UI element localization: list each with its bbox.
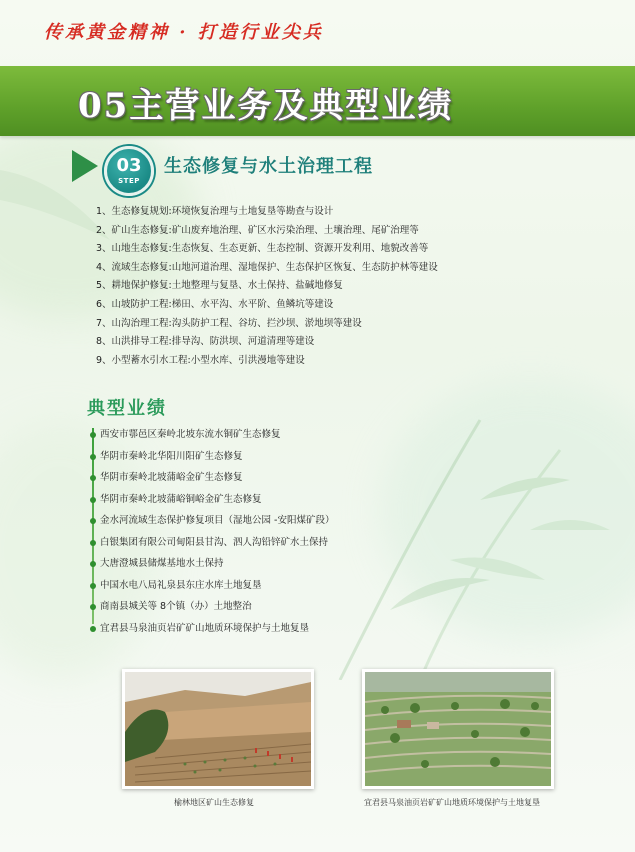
page-title: 05主营业务及典型业绩 [78,86,454,126]
step-arrow-icon [72,150,98,182]
performance-item [88,532,334,554]
performance-item [88,553,334,575]
performance-item-text: 中国水电八局礼泉县东庄水库土地复垦 [100,579,262,591]
performance-item-text: 华阴市秦岭北坡蒲峪金矿生态修复 [100,472,243,483]
performance-item [88,424,334,446]
bullet-dot-icon [90,626,96,632]
bullet-dot-icon [90,561,96,567]
service-item: 8、山洪排导工程:排导沟、防洪坝、河道清理等建设 [96,336,315,348]
service-item: 7、山沟治理工程:沟头防护工程、谷坊、拦沙坝、淤地坝等建设 [96,317,362,329]
bullet-dot-icon [90,432,96,438]
performance-item-text: 大唐澄城县储煤基地水土保持 [100,558,224,569]
performance-item-text: 宜君县马泉油页岩矿矿山地质环境保护与土地复垦 [100,622,310,634]
performance-item [88,510,334,532]
performance-item [88,489,334,511]
section-title: 生态修复与水土治理工程 [164,156,373,177]
bullet-dot-icon [90,454,96,460]
performance-item-text: 华阴市秦岭北华阳川阳矿生态修复 [100,450,243,462]
terrace-restoration-photo [362,669,554,789]
step-label: STEP [118,177,140,185]
service-item: 4、流域生态修复:山地河道治理、湿地保护、生态保护区恢复、生态防护林等建设 [96,261,438,273]
photo-caption: 宜君县马泉油页岩矿矿山地质环境保护与土地复垦 [364,798,540,807]
slogan: 传承黄金精神 · 打造行业尖兵 [44,22,324,43]
bullet-dot-icon [90,497,96,503]
bullet-dot-icon [90,583,96,589]
bullet-dot-icon [90,518,96,524]
performance-item-text: 西安市鄠邑区秦岭北坡东流水铜矿生态修复 [100,429,281,440]
performance-item [88,596,334,618]
performance-title: 典型业绩 [87,398,167,419]
terrace-illustration [365,672,551,786]
photo-caption: 榆林地区矿山生态修复 [174,798,254,807]
services-list [96,203,438,370]
performance-item [88,446,334,468]
performance-item [88,618,334,640]
service-item: 2、矿山生态修复:矿山废弃地治理、矿区水污染治理、土壤治理、尾矿治理等 [96,224,419,236]
bullet-dot-icon [90,540,96,546]
service-item: 6、山坡防护工程:梯田、水平沟、水平阶、鱼鳞坑等建设 [96,298,334,310]
bullet-dot-icon [90,475,96,481]
mine-restoration-photo [122,669,314,789]
step-badge [104,146,154,196]
performance-item [88,575,334,597]
service-item: 5、耕地保护修复:土地整理与复垦、水土保持、盐碱地修复 [96,280,343,292]
service-item: 3、山地生态修复:生态恢复、生态更新、生态控制、资源开发利用、地貌改善等 [96,243,429,255]
performance-item-text: 金水河流域生态保护修复项目（湿地公园 -安阳煤矿段） [100,515,335,526]
performance-item [88,467,334,489]
performance-item-text: 华阴市秦岭北坡蒲峪铜峪金矿生态修复 [100,493,262,505]
performance-item-text: 商南县城关等 8个镇（办）土地整治 [100,601,252,612]
performance-item-text: 白银集团有限公司甸阳县甘沟、泗人沟铅锌矿水土保持 [100,536,329,548]
step-number: 03 [116,155,142,176]
performance-list [88,424,334,639]
bamboo-decoration [300,380,635,680]
bullet-dot-icon [90,604,96,610]
service-item: 1、生态修复规划:环境恢复治理与土地复垦等勘查与设计 [96,206,334,217]
service-item: 9、小型蓄水引水工程:小型水库、引洪漫地等建设 [96,354,305,366]
mine-slope-illustration [125,672,311,786]
